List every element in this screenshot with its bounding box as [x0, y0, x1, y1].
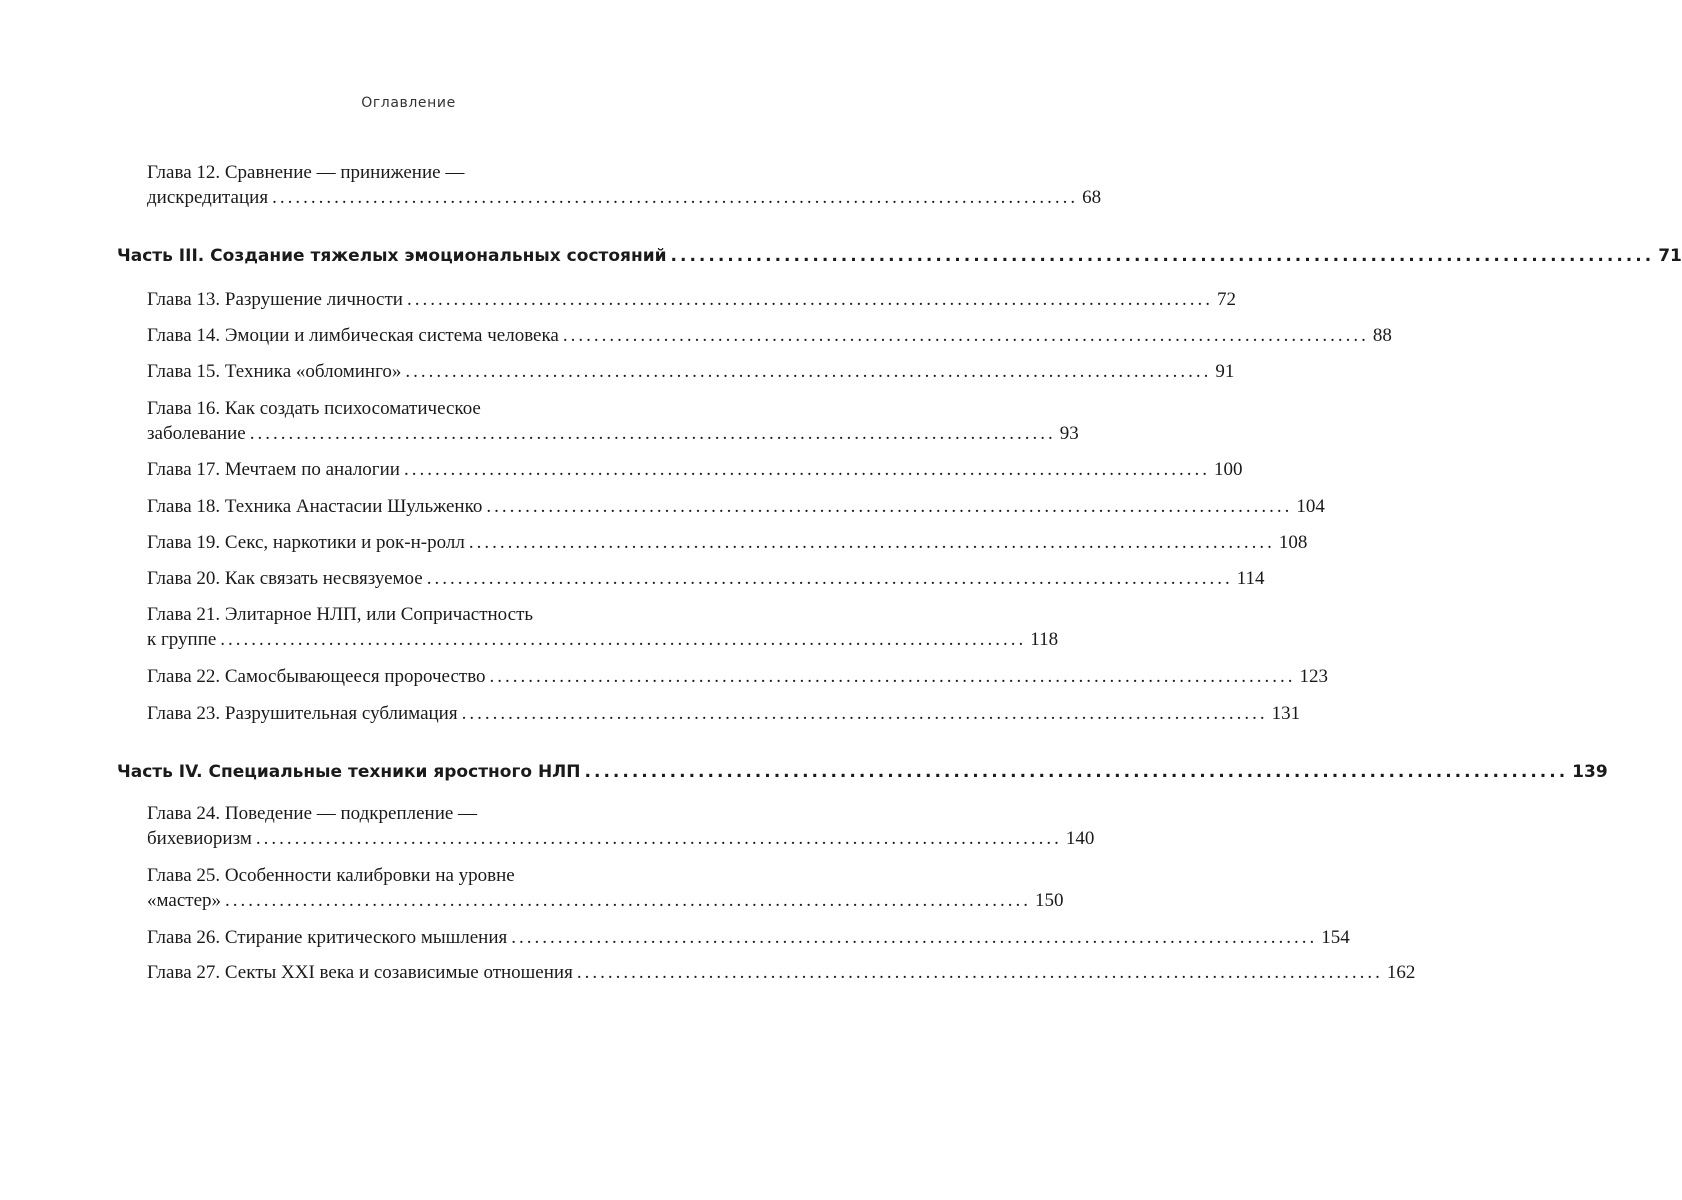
toc-page-number: 68: [1082, 187, 1102, 208]
dot-leader: ........................................................................................................: [489, 666, 1296, 687]
toc-entry-chapter-15: [147, 359, 1235, 384]
dot-leader: ........................................................................................................: [255, 828, 1062, 849]
toc-page-number: 93: [1059, 423, 1079, 444]
dot-leader: ........................................................................................................: [405, 361, 1212, 382]
dot-leader: ........................................................................................................: [562, 325, 1369, 346]
toc-entry-title: Глава 19. Секс, наркотики и рок-н-ролл: [147, 532, 465, 553]
toc-entry-title: заболевание: [147, 423, 246, 444]
toc-entry-title: к группе: [147, 629, 217, 650]
toc-entry-chapter-14: [147, 323, 1392, 348]
dot-leader: ........................................................................................................: [468, 532, 1275, 553]
toc-entry-chapter-23: [147, 701, 1301, 726]
toc-entry-chapter-17: [147, 457, 1243, 482]
toc-entry-chapter-20: [147, 566, 1265, 591]
toc-page-number: 140: [1065, 828, 1095, 849]
toc-entry-title: бихевиоризм: [147, 828, 252, 849]
toc-entry-chapter-19: [147, 530, 1308, 555]
toc-page-number: 150: [1035, 890, 1064, 911]
toc-entry-title: «мастер»: [147, 890, 221, 911]
dot-leader: ........................................................................................................: [486, 496, 1293, 517]
toc-entry-part-4: [117, 760, 1608, 785]
toc-entry-title: Глава 14. Эмоции и лимбическая система человека: [147, 325, 559, 346]
toc-entry-chapter-18: [147, 494, 1325, 519]
toc-page-number: 139: [1572, 762, 1608, 782]
toc-entry-title: Глава 27. Секты XXI века и созависимые отношения: [147, 962, 573, 983]
dot-leader: ........................................................................................................: [249, 423, 1056, 444]
toc-entry-title-line: Глава 12. Сравнение — принижение —: [147, 162, 465, 183]
toc-entry-title: Глава 20. Как связать несвязуемое: [147, 568, 423, 589]
toc-entry-part-3: [117, 244, 1682, 269]
dot-leader: ........................................................................................................: [461, 703, 1268, 724]
dot-leader: ........................................................................................................: [220, 629, 1027, 650]
toc-entry-chapter-13: [147, 287, 1236, 312]
toc-page-number: 108: [1278, 532, 1308, 553]
running-head: Оглавление: [361, 95, 456, 111]
toc-page-number: 91: [1215, 361, 1235, 382]
dot-leader: ........................................................................................................: [406, 289, 1213, 310]
dot-leader: ........................................................................................................: [670, 246, 1655, 266]
toc-entry-chapter-21: [147, 602, 1059, 652]
toc-page-number: 100: [1213, 459, 1243, 480]
toc-entry-title-line: Глава 24. Поведение — подкрепление —: [147, 803, 478, 824]
dot-leader: ........................................................................................................: [225, 890, 1031, 911]
toc-page-number: 88: [1372, 325, 1392, 346]
toc-entry-title: Глава 23. Разрушительная сублимация: [147, 703, 458, 724]
dot-leader: ........................................................................................................: [511, 927, 1318, 948]
toc-entry-chapter-24: [147, 801, 1095, 851]
toc-page-number: 118: [1030, 629, 1059, 650]
dot-leader: ........................................................................................................: [584, 762, 1569, 782]
dot-leader: ........................................................................................................: [272, 187, 1079, 208]
toc-page-number: 72: [1216, 289, 1236, 310]
dot-leader: ........................................................................................................: [403, 459, 1210, 480]
toc-entry-title-line: Глава 16. Как создать психосоматическое: [147, 398, 481, 419]
toc-page-number: 131: [1271, 703, 1301, 724]
toc-entry-title: дискредитация: [147, 187, 269, 208]
toc-entry-chapter-22: [147, 664, 1329, 689]
toc-entry-title-line: Глава 21. Элитарное НЛП, или Сопричастность: [147, 604, 534, 625]
toc-entry-title: Глава 15. Техника «обломинго»: [147, 361, 402, 382]
toc-entry-chapter-16: [147, 396, 1079, 446]
toc-part-title: Часть IV. Специальные техники яростного НЛП: [117, 762, 581, 782]
toc-entry-title: Глава 17. Мечтаем по аналогии: [147, 459, 400, 480]
toc-entry-title-line: Глава 25. Особенности калибровки на уровне: [147, 865, 515, 886]
dot-leader: ........................................................................................................: [426, 568, 1233, 589]
toc-entry-chapter-27: [147, 960, 1416, 985]
toc-page-number: 162: [1386, 962, 1416, 983]
toc-entry-title: Глава 18. Техника Анастасии Шульженко: [147, 496, 483, 517]
toc-page-number: 114: [1236, 568, 1265, 589]
toc-entry-title: Глава 13. Разрушение личности: [147, 289, 403, 310]
toc-entry-chapter-25: [147, 863, 1064, 913]
toc-entry-title: Глава 22. Самосбывающееся пророчество: [147, 666, 486, 687]
toc-page-number: 104: [1296, 496, 1325, 517]
toc-page-number: 123: [1299, 666, 1329, 687]
toc-entry-chapter-26: [147, 925, 1350, 950]
toc-entry-title: Глава 26. Стирание критического мышления: [147, 927, 508, 948]
toc-page-number: 71: [1658, 246, 1682, 266]
toc-entry-chapter-12: [147, 160, 1102, 210]
toc-page-number: 154: [1321, 927, 1350, 948]
dot-leader: ........................................................................................................: [576, 962, 1383, 983]
toc-part-title: Часть III. Создание тяжелых эмоциональных состояний: [117, 246, 667, 266]
